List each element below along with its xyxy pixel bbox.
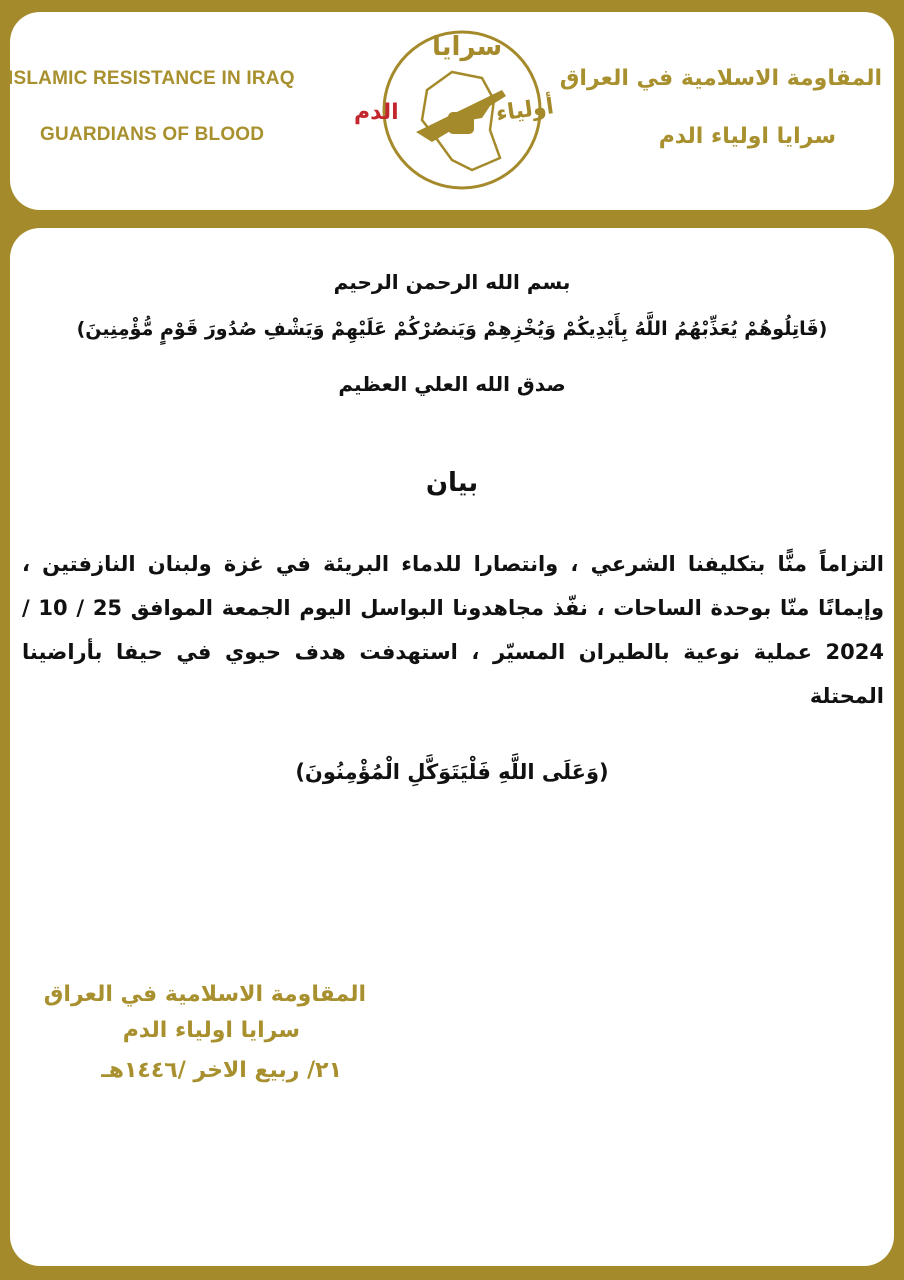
emblem-text-right: أولياء bbox=[494, 94, 556, 127]
basmala: بسم الله الرحمن الرحيم bbox=[333, 270, 571, 294]
english-org-name: ISLAMIC RESISTANCE IN IRAQ bbox=[8, 68, 295, 89]
english-sub-name: GUARDIANS OF BLOOD bbox=[40, 124, 265, 145]
signature-org: المقاومة الاسلامية في العراق bbox=[43, 982, 366, 1007]
signature-unit: سرايا اولياء الدم bbox=[122, 1018, 300, 1043]
emblem-text-left: الدم bbox=[354, 100, 399, 125]
signature-date: ٢١/ ربيع الاخر /١٤٤٦هـ bbox=[101, 1058, 342, 1083]
arabic-sub-name: سرايا اولياء الدم bbox=[658, 124, 836, 149]
emblem-text-top: سرايا bbox=[432, 32, 503, 62]
statement-paragraph: التزاماً منًّا بتكليفنا الشرعي ، وانتصارا للدماء البريئة في غزة ولبنان النازفتين ، وإيمانًا منّا بوحدة الساحات ، نفّذ مجاهدونا البواسل اليوم الجمعة الموافق 25 / 10 / 2024 عملية نوعية بالطيران المسيّر ، استهدفت هدف حيوي في حيفا بأراضينا المحتلة bbox=[22, 552, 885, 708]
sadaq-line: صدق الله العلي العظيم bbox=[338, 372, 566, 396]
closing-verse: (وَعَلَى اللَّهِ فَلْيَتَوَكَّلِ الْمُؤْمِنُونَ) bbox=[295, 760, 609, 784]
opening-verse: (قَاتِلُوهُمْ يُعَذِّبْهُمُ اللَّهُ بِأَيْدِيكُمْ وَيُخْزِهِمْ وَيَنصُرْكُمْ عَلَيْهِمْ وَيَشْفِ صُدُورَ قَوْمٍ مُّؤْمِنِينَ) bbox=[76, 318, 828, 340]
arabic-org-name: المقاومة الاسلامية في العراق bbox=[559, 66, 882, 91]
statement-title: بيان bbox=[425, 468, 479, 498]
